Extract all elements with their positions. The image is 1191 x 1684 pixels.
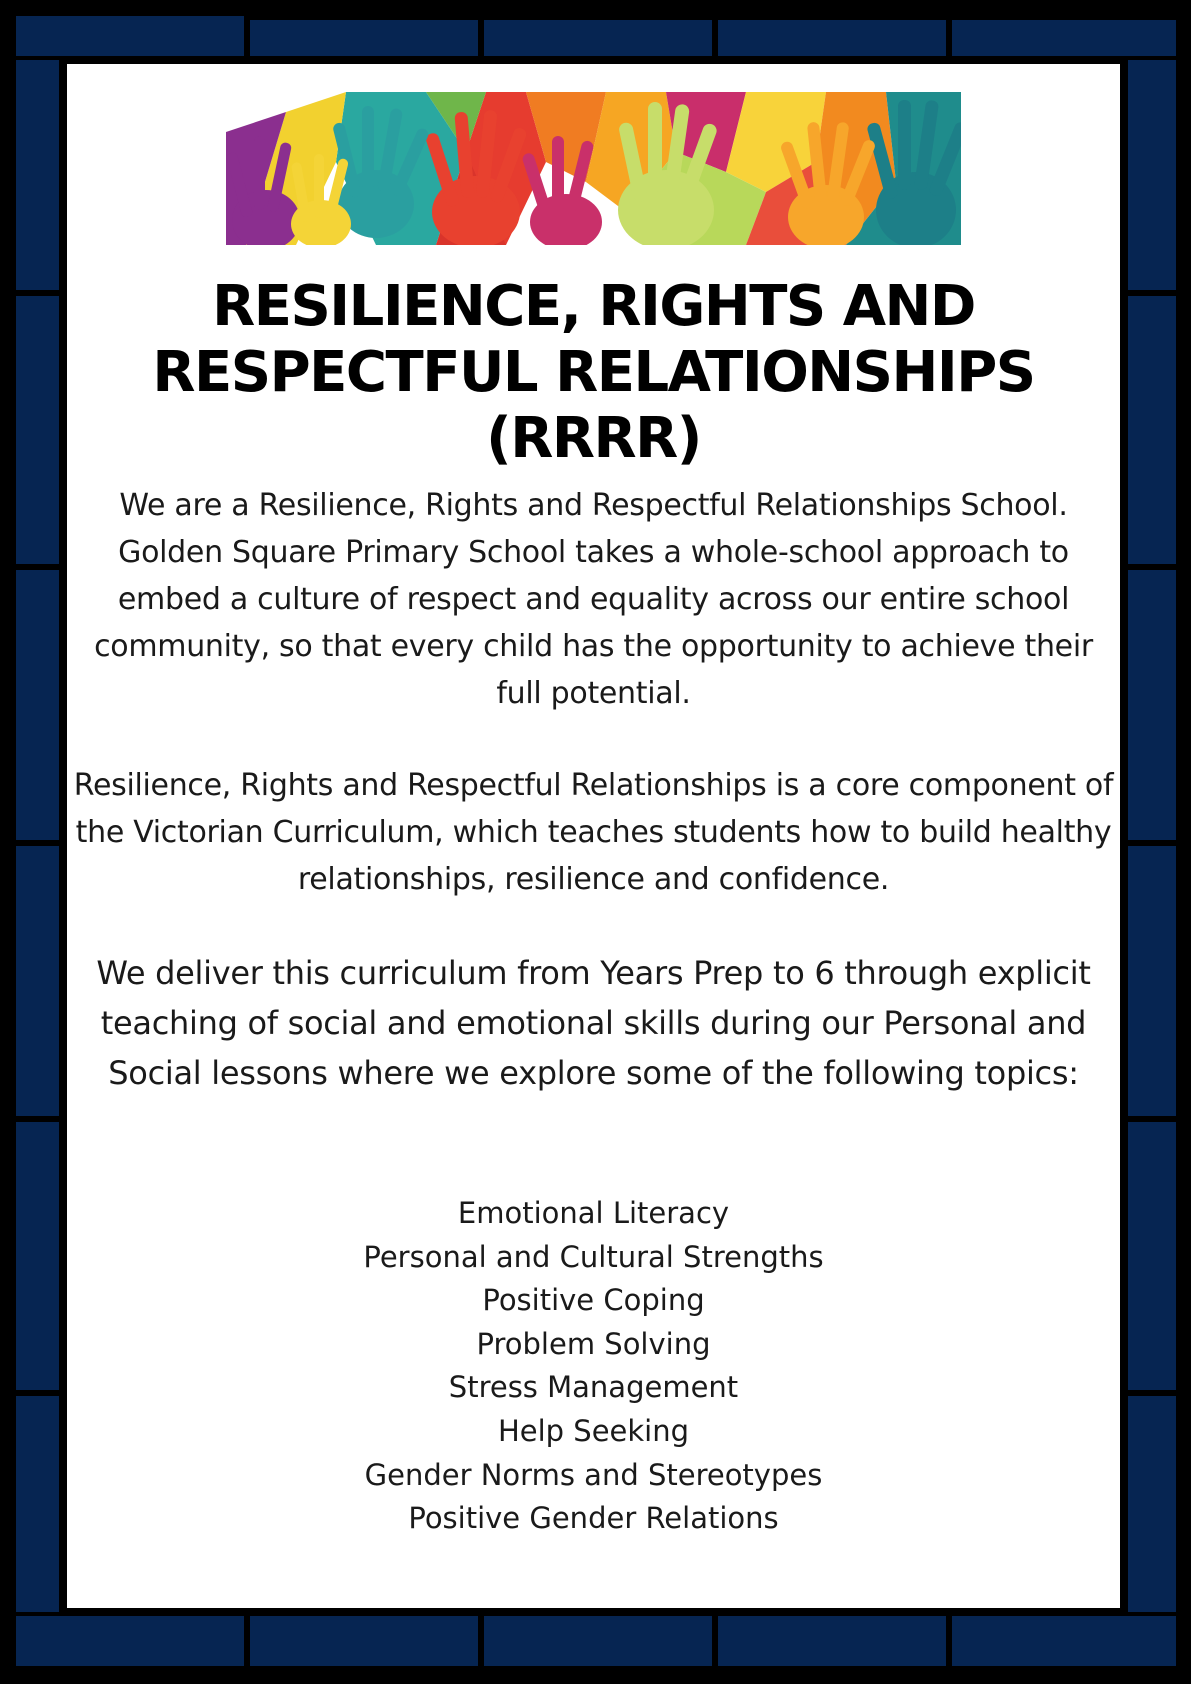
frame-tile	[16, 570, 59, 840]
frame-tile	[16, 296, 59, 564]
frame-tile	[16, 1122, 59, 1390]
list-item: Help Seeking	[497, 1413, 690, 1448]
frame-tile	[16, 1616, 244, 1666]
list-item: Stress Management	[448, 1370, 739, 1405]
frame-tile	[16, 1396, 59, 1612]
frame-tile	[250, 1616, 478, 1666]
list-item: Problem Solving	[476, 1326, 711, 1361]
frame-tile	[1128, 1122, 1176, 1390]
frame-tile	[250, 20, 478, 56]
frame-tile	[1128, 846, 1176, 1116]
core-paragraph: Resilience, Rights and Respectful Relationships is a core component of the Victorian Curriculum, which teaches students how to build healthy relationships, resilience and confidence.	[73, 768, 1114, 897]
frame-tile	[1128, 570, 1176, 840]
frame-tile	[1128, 296, 1176, 564]
frame-tile	[952, 20, 1176, 56]
delivery-paragraph: We deliver this curriculum from Years Prep to 6 through explicit teaching of social and emotional skills during our Personal and Social lessons where we explore some of the following topics:	[96, 954, 1091, 1092]
title-line: (RRRR)	[486, 406, 701, 471]
colorful-raised-hands-icon	[226, 92, 961, 245]
frame-tile	[1128, 60, 1176, 290]
frame-tile	[952, 1616, 1176, 1666]
list-item: Positive Gender Relations	[408, 1501, 779, 1536]
frame-tile	[1128, 1396, 1176, 1612]
page-title	[63, 274, 1124, 472]
list-item: Gender Norms and Stereotypes	[364, 1457, 823, 1492]
frame-tile	[718, 20, 946, 56]
frame-tile	[718, 1616, 946, 1666]
list-item: Emotional Literacy	[457, 1196, 730, 1230]
frame-tile	[484, 1616, 712, 1666]
list-item: Personal and Cultural Strengths	[363, 1239, 824, 1274]
frame-tile	[484, 20, 712, 56]
title-line: RESILIENCE, RIGHTS AND	[212, 274, 975, 339]
intro-paragraph: We are a Resilience, Rights and Respectful Relationships School. Golden Square Primary School takes a whole-school approach to embed a culture of respect and equality across our entire school community, so that every child has the opportunity to achieve their full potential.	[94, 488, 1093, 711]
frame-tile	[16, 846, 59, 1116]
frame-tile	[16, 16, 244, 56]
topics-list	[63, 1192, 1124, 1541]
frame-tile	[16, 60, 59, 290]
list-item: Positive Coping	[482, 1283, 705, 1318]
title-line: RESPECTFUL RELATIONSHIPS	[152, 340, 1035, 405]
